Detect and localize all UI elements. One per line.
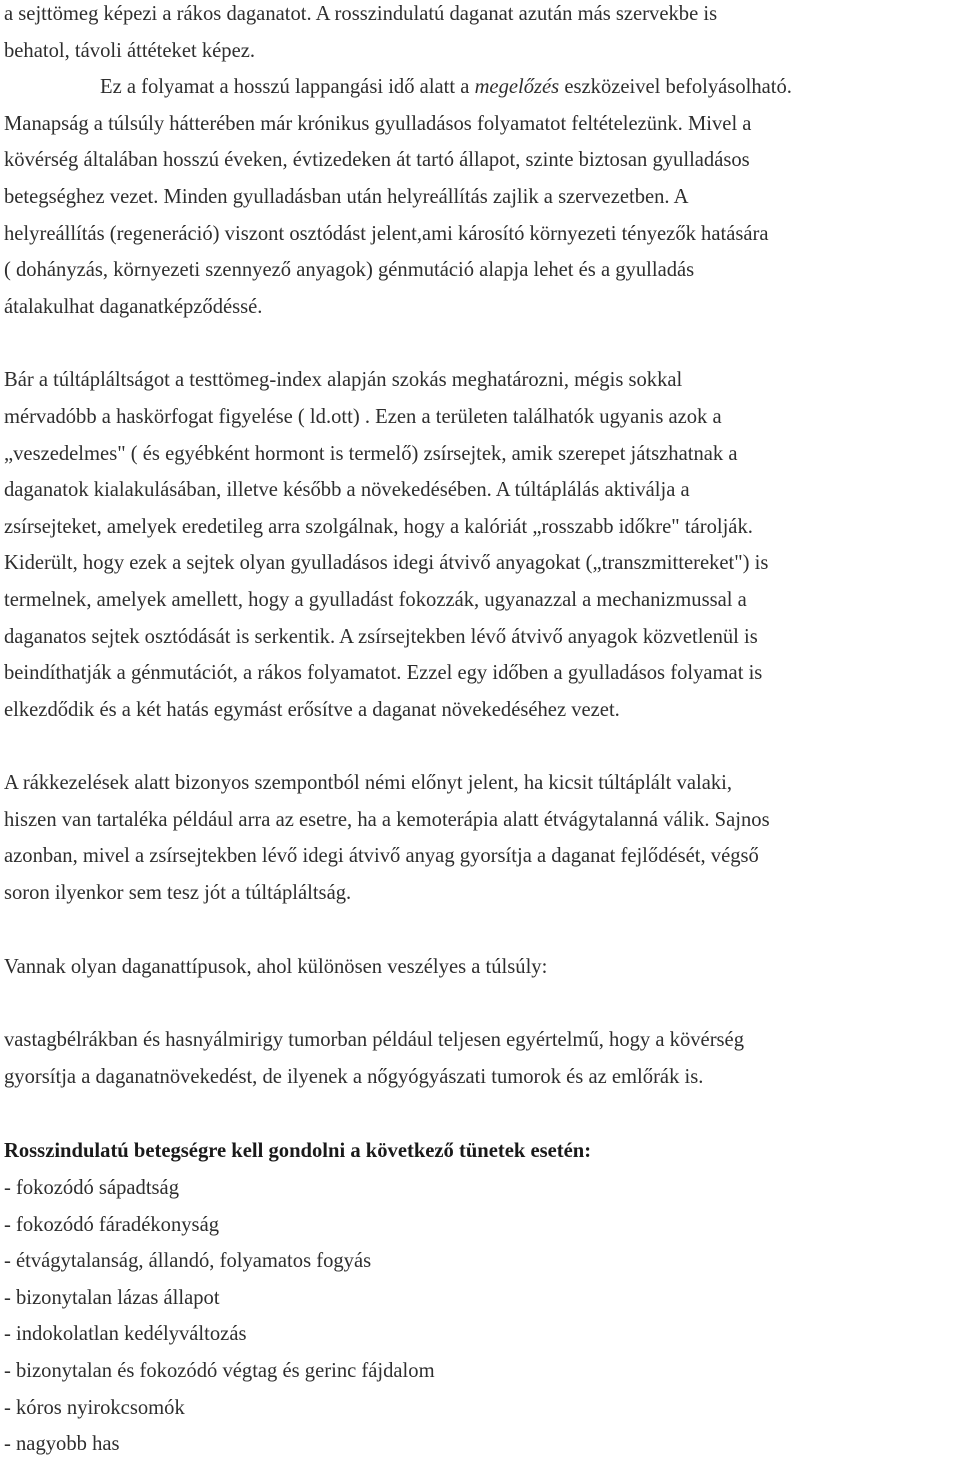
text-line: gyorsítja a daganatnövekedést, de ilyenek a nőgyógyászati tumorok és az emlőrák is.: [4, 1065, 704, 1088]
text-line: átalakulhat daganatképződéssé.: [4, 295, 263, 318]
paragraph-fat-cells: [4, 362, 952, 728]
text-line: termelnek, amelyek amellett, hogy a gyulladást fokozzák, ugyanazzal a mechanizmussal a: [4, 588, 747, 611]
text-line: betegséghez vezet. Minden gyulladásban után helyreállítás zajlik a szervezetben. A: [4, 185, 689, 208]
text-line: Kiderült, hogy ezek a sejtek olyan gyulladásos idegi átvivő anyagokat („transzmittereket") is: [4, 552, 769, 575]
list-item: - indokolatlan kedélyváltozás: [4, 1323, 247, 1346]
text-line: helyreállítás (regeneráció) viszont osztódást jelent,ami károsító környezeti tényezők hatására: [4, 222, 769, 245]
text-line: azonban, mivel a zsírsejtekben lévő idegi átvivő anyag gyorsítja a daganat fejlődését, végső: [4, 845, 759, 868]
list-item: - bizonytalan és fokozódó végtag és gerinc fájdalom: [4, 1360, 435, 1382]
paragraph-spacer: [4, 325, 952, 362]
text-line: hiszen van tartaléka például arra az esetre, ha a kemoterápia alatt étvágytalanná válik. Sajnos: [4, 808, 770, 831]
text-line: Bár a túltápláltságot a testtömeg-index alapján szokás meghatározni, mégis sokkal: [4, 369, 683, 392]
paragraph-spacer: [4, 985, 952, 1022]
text-line: daganatos sejtek osztódását is serkentik. A zsírsejtekben lévő átvivő anyagok közvetlenül is: [4, 625, 758, 648]
paragraph-spacer: [4, 728, 952, 765]
text-line: beindíthatják a génmutációt, a rákos folyamatot. Ezzel egy időben a gyulladásos folyamat is: [4, 662, 763, 685]
list-item: - fokozódó sápadtság: [4, 1177, 179, 1200]
list-item: - étvágytalanság, állandó, folyamatos fogyás: [4, 1250, 372, 1273]
paragraph-spacer: [4, 1095, 952, 1133]
list-item: - bizonytalan lázas állapot: [4, 1286, 220, 1309]
paragraph-treatment: [4, 765, 952, 911]
symptoms-heading: Rosszindulatú betegségre kell gondolni a következő tünetek esetén:: [4, 1140, 592, 1163]
text-line: a sejttömeg képezi a rákos daganatot. A rosszindulatú daganat azután más szervekbe is: [4, 3, 718, 25]
text-line: behatol, távoli áttéteket képez.: [4, 39, 256, 62]
paragraph-cancer-types: [4, 1022, 952, 1095]
text-line: mérvadóbb a haskörfogat figyelése ( ld.ott) . Ezen a területen találhatók ugyanis azok a: [4, 405, 722, 428]
list-item: - nagyobb has: [4, 1433, 120, 1456]
text-line: soron ilyenkor sem tesz jót a túltápláltság.: [4, 882, 352, 905]
paragraph-cancer-types-intro: [4, 949, 952, 986]
paragraph-spacer: [4, 912, 952, 949]
text-line: daganatok kialakulásában, illetve később a növekedésében. A túltáplálás aktiválja a: [4, 479, 690, 502]
text-line: „veszedelmes" ( és egyébként hormont is termelő) zsírsejtek, amik szerepet játszhatnak a: [4, 442, 738, 465]
text-line: A rákkezelések alatt bizonyos szempontból némi előnyt jelent, ha kicsit túltáplált valaki,: [4, 772, 733, 795]
paragraph-cancer-development: [4, 0, 952, 325]
emphasized-word: megelőzés: [474, 76, 560, 99]
text-line: kövérség általában hosszú éveken, évtizedeken át tartó állapot, szinte biztosan gyulladásos: [4, 149, 750, 172]
text-fragment: Ez a folyamat a hosszú lappangási idő alatt a: [100, 76, 475, 99]
symptoms-list: [4, 1170, 952, 1463]
text-fragment: eszközeivel befolyásolható.: [559, 76, 792, 99]
text-line-prevention: [4, 69, 952, 106]
list-item: - fokozódó fáradékonyság: [4, 1213, 220, 1236]
text-line: vastagbélrákban és hasnyálmirigy tumorban például teljesen egyértelmű, hogy a kövérség: [4, 1029, 744, 1052]
text-line: Manapság a túlsúly hátterében már krónikus gyulladásos folyamatot feltételezünk. Mivel a: [4, 112, 752, 135]
text-line: elkezdődik és a két hatás egymást erősítve a daganat növekedéséhez vezet.: [4, 698, 620, 721]
list-item: - kóros nyirokcsomók: [4, 1396, 185, 1419]
document-page: [4, 0, 952, 1463]
text-line: ( dohányzás, környezeti szennyező anyagok) génmutáció alapja lehet és a gyulladás: [4, 259, 695, 282]
text-line: zsírsejteket, amelyek eredetileg arra szolgálnak, hogy a kalóriát „rosszabb időkre" tárolják.: [4, 515, 753, 538]
text-line: Vannak olyan daganattípusok, ahol különösen veszélyes a túlsúly:: [4, 955, 548, 978]
